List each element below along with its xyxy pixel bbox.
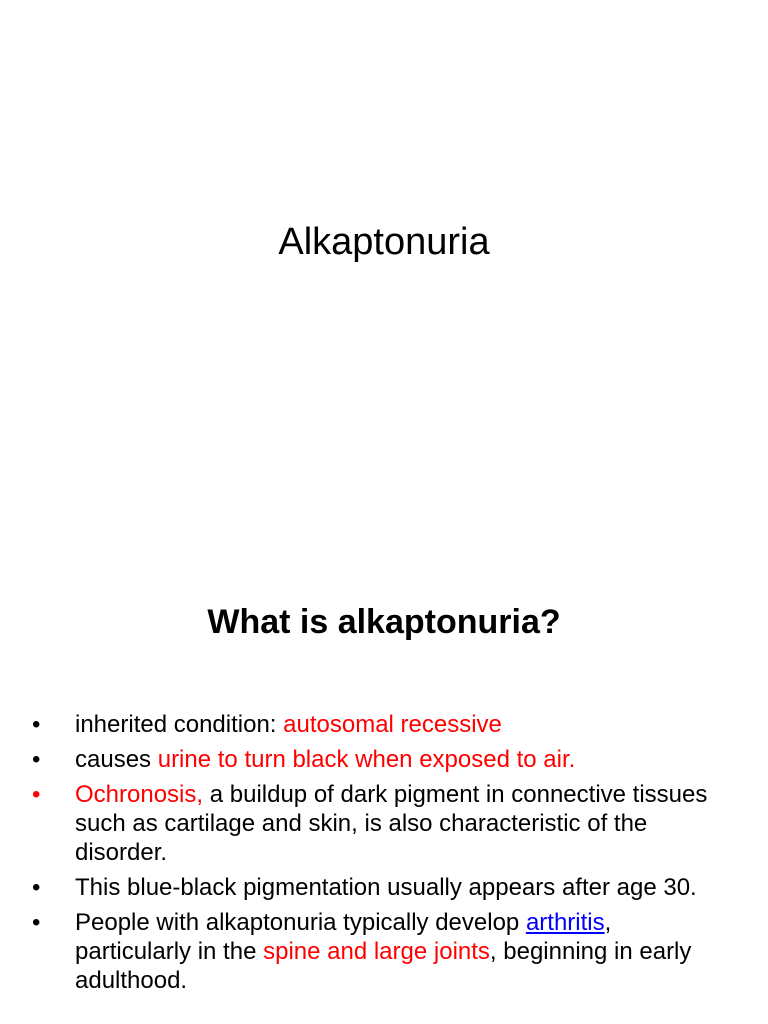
bullet-icon: • — [32, 909, 41, 936]
highlight-text: urine to turn black when exposed to air. — [157, 746, 576, 773]
bullet-text: , beginning in early adulthood. — [75, 938, 692, 994]
bullet-item — [30, 873, 730, 902]
content-slide — [0, 560, 768, 1024]
bullet-item — [30, 745, 730, 774]
bullet-text: causes — [75, 746, 158, 773]
arthritis-link[interactable]: arthritis — [525, 909, 605, 936]
bullet-item — [30, 780, 730, 867]
bullet-item — [30, 908, 730, 995]
bullet-icon: • — [32, 746, 41, 773]
bullet-icon: • — [32, 711, 41, 738]
highlight-text: autosomal recessive — [283, 711, 502, 738]
highlight-text: Ochronosis, — [75, 781, 204, 808]
highlight-text: spine and large joints — [263, 938, 490, 965]
bullet-text: , particularly in the — [75, 909, 612, 965]
bullet-text: a buildup of dark pigment in connective tissues such as cartilage and skin, is also characteristic of the disorder. — [75, 781, 708, 866]
bullet-icon: • — [32, 781, 41, 808]
bullet-text: inherited condition: — [75, 711, 284, 738]
bullet-item — [30, 710, 730, 739]
bullet-text: People with alkaptonuria typically develop — [75, 909, 526, 936]
slide-title: Alkaptonuria — [278, 221, 490, 263]
bullet-text: This blue-black pigmentation usually appears after age 30. — [75, 874, 697, 901]
bullet-icon: • — [32, 874, 41, 901]
bullet-list — [30, 710, 730, 1001]
slide-heading: What is alkaptonuria? — [207, 603, 561, 641]
